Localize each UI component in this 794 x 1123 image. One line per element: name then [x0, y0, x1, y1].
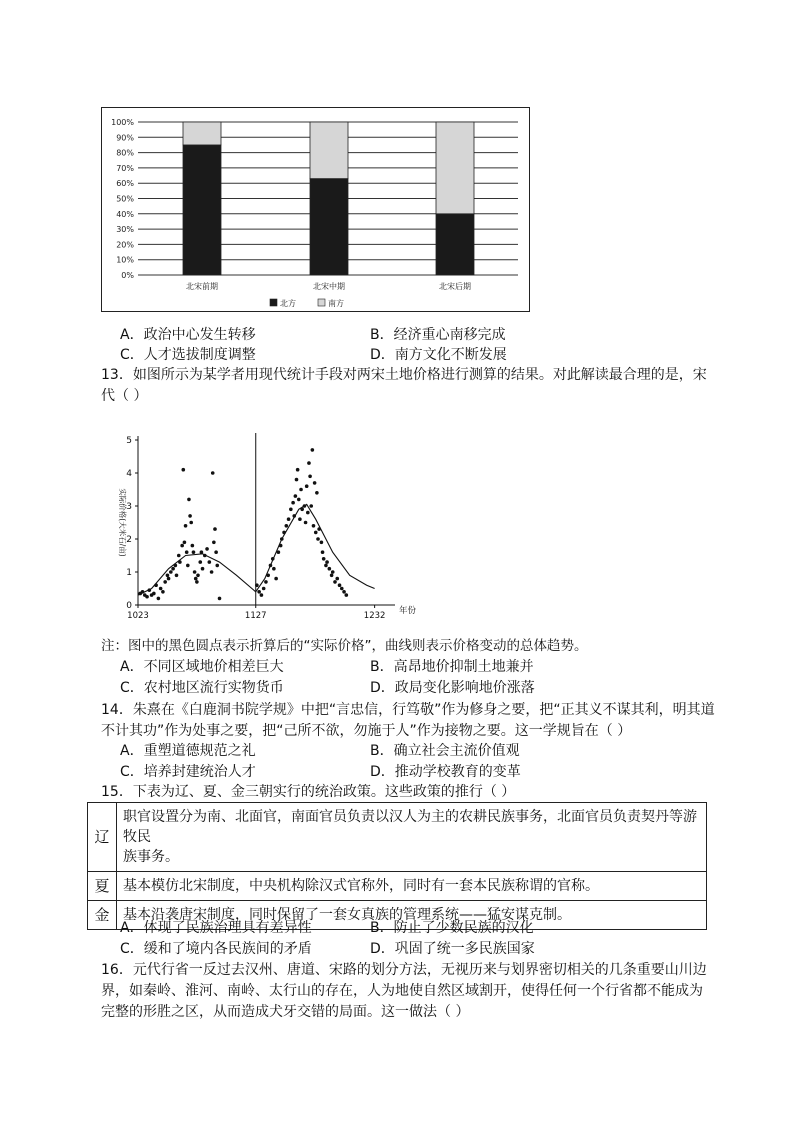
row-text-liao — [117, 803, 707, 872]
trend-line — [138, 504, 375, 595]
price-point — [195, 580, 199, 584]
price-point — [262, 587, 266, 591]
legend-label: 北方 — [280, 299, 296, 308]
price-point — [280, 537, 284, 541]
q13-option-b[interactable]: B．高昂地价抑制土地兼并 — [370, 659, 534, 675]
price-point — [191, 544, 195, 548]
policy-table — [87, 802, 707, 930]
y-tick-label: 2 — [126, 535, 132, 545]
table-row — [88, 872, 707, 901]
q12-option-a[interactable]: A．政治中心发生转移 — [120, 327, 256, 343]
row-key-liao: 辽 — [88, 803, 117, 872]
price-point — [188, 514, 192, 518]
q12-option-b[interactable]: B．经济重心南移完成 — [370, 327, 506, 343]
price-point — [161, 590, 165, 594]
price-point — [186, 564, 190, 568]
q14-option-b[interactable]: B．确立社会主流价值观 — [370, 743, 520, 759]
y-tick-label: 1 — [126, 568, 132, 578]
legend-label: 南方 — [328, 299, 344, 308]
price-point — [211, 471, 215, 475]
price-point — [214, 550, 218, 554]
table-row — [88, 803, 707, 872]
price-point — [272, 567, 276, 571]
legend-swatch — [270, 299, 277, 306]
price-point — [274, 577, 278, 581]
y-tick-label: 30% — [116, 225, 134, 235]
price-point — [285, 524, 289, 528]
price-point — [342, 590, 346, 594]
price-point — [194, 577, 198, 581]
row-text-liao-line2: 族事务。 — [123, 849, 179, 865]
row-key-xia: 夏 — [88, 872, 117, 901]
x-category-label: 北宋后期 — [439, 282, 471, 291]
x-tick-label: 1023 — [127, 611, 149, 621]
q14-option-a[interactable]: A．重塑道德规范之礼 — [120, 743, 256, 759]
price-point — [295, 478, 299, 482]
bar-north — [436, 214, 474, 275]
price-point — [260, 593, 264, 597]
price-point — [152, 592, 156, 596]
q15-option-d[interactable]: D．巩固了统一多民族国家 — [370, 941, 535, 957]
q16-stem-line3: 完整的形胜之区，从而造成犬牙交错的局面。这一做法（ ） — [101, 1004, 470, 1020]
y-tick-label: 20% — [116, 240, 134, 250]
price-point — [271, 557, 275, 561]
q12-option-c[interactable]: C．人才选拔制度调整 — [120, 347, 256, 363]
q13-option-a[interactable]: A．不同区域地价相差巨大 — [120, 659, 284, 675]
price-point — [196, 574, 200, 578]
bar-north — [183, 145, 221, 275]
y-tick-label: 5 — [126, 436, 132, 446]
price-point — [308, 475, 312, 479]
price-point — [257, 590, 261, 594]
x-axis-label: 年份 — [399, 606, 417, 616]
price-point — [167, 577, 171, 581]
price-point — [315, 491, 319, 495]
price-point — [269, 564, 273, 568]
price-point — [277, 550, 281, 554]
q12-option-d[interactable]: D．南方文化不断发展 — [370, 347, 507, 363]
price-point — [145, 595, 149, 599]
q14-option-c[interactable]: C．培养封建统治人才 — [120, 764, 256, 780]
land-price-scatter-chart — [110, 428, 430, 623]
price-point — [184, 524, 188, 528]
q16-stem-line2: 界，如秦岭、淮河、南岭、太行山的存在，人为地使自然区域割开，使得任何一个行省都不能成为 — [101, 983, 703, 999]
price-point — [198, 560, 202, 564]
bar-chart-svg — [102, 108, 529, 311]
bar-south — [183, 122, 221, 145]
price-point — [192, 550, 196, 554]
price-point — [163, 580, 167, 584]
price-point — [193, 570, 197, 574]
price-point — [177, 554, 181, 558]
price-point — [181, 468, 185, 472]
x-tick-label: 1232 — [363, 611, 386, 621]
price-point — [304, 521, 308, 525]
price-point — [297, 498, 301, 502]
row-text-xia: 基本模仿北宋制度，中央机构除汉式官称外，同时有一套本民族称谓的官称。 — [117, 872, 707, 901]
price-point — [183, 541, 187, 545]
price-point — [200, 550, 204, 554]
bar-south — [310, 122, 348, 179]
price-point — [316, 537, 320, 541]
price-point — [159, 587, 163, 591]
price-point — [314, 531, 318, 535]
price-point — [279, 544, 283, 548]
price-point — [287, 517, 291, 521]
price-point — [298, 517, 302, 521]
price-point — [178, 560, 182, 564]
price-point — [289, 508, 293, 512]
q13-option-d[interactable]: D．政局变化影响地价涨落 — [370, 680, 535, 696]
y-tick-label: 4 — [126, 469, 132, 479]
q14-stem-line2: 不计其功”作为处事之要，把“己所不欲，勿施于人”作为接物之要。这一学规旨在（ ） — [101, 723, 632, 739]
price-point — [306, 511, 310, 515]
q15-option-a[interactable]: A．体现了民族治理具有差异性 — [120, 920, 312, 936]
price-point — [324, 564, 328, 568]
price-point — [322, 557, 326, 561]
y-axis-label: 实际价格(大米石/亩) — [118, 488, 127, 557]
price-point — [185, 550, 189, 554]
y-tick-label: 60% — [116, 179, 134, 189]
price-point — [255, 583, 259, 587]
price-point — [328, 567, 332, 571]
q14-option-d[interactable]: D．推动学校教育的变革 — [370, 764, 521, 780]
scatter-chart-svg — [110, 428, 430, 623]
price-point — [345, 593, 349, 597]
price-point — [340, 587, 344, 591]
price-point — [169, 570, 173, 574]
x-category-label: 北宋中期 — [313, 282, 345, 291]
price-point — [212, 541, 216, 545]
price-point — [333, 580, 337, 584]
price-point — [203, 554, 207, 558]
price-point — [264, 580, 268, 584]
price-point — [175, 574, 179, 578]
row-key-jin: 金 — [88, 901, 117, 930]
y-tick-label: 0% — [121, 271, 134, 280]
price-point — [321, 550, 325, 554]
price-point — [171, 567, 175, 571]
price-point — [282, 531, 286, 535]
price-point — [213, 527, 217, 531]
price-point — [218, 597, 222, 601]
q15-option-b[interactable]: B．防止了少数民族的汉化 — [370, 920, 534, 936]
price-point — [303, 504, 307, 508]
q14-stem-line1: 14．朱熹在《白鹿洞书院学规》中把“言忠信，行笃敬”作为修身之要，把“正其义不谋其利，明其道 — [101, 702, 715, 718]
q13-stem-line2: 代（ ） — [101, 388, 148, 404]
q15-option-c[interactable]: C．缓和了境内各民族间的矛盾 — [120, 941, 312, 957]
q16-stem-line1: 16．元代行省一反过去汉州、唐道、宋路的划分方法，无视历来与划界密切相关的几条重要山川边 — [101, 962, 707, 978]
price-point — [309, 504, 313, 508]
price-point — [205, 547, 209, 551]
price-point — [305, 484, 309, 488]
price-point — [215, 564, 219, 568]
bar-north — [310, 179, 348, 275]
y-tick-label: 100% — [111, 118, 134, 127]
price-point — [330, 574, 334, 578]
price-point — [266, 574, 270, 578]
bar-south — [436, 122, 474, 214]
row-text-jin: 基本沿袭唐宋制度，同时保留了一套女真族的管理系统——猛安谋克制。 — [117, 901, 707, 930]
price-point — [166, 574, 170, 578]
price-point — [331, 570, 335, 574]
y-tick-label: 70% — [116, 163, 134, 173]
price-point — [312, 524, 316, 528]
price-point — [338, 583, 342, 587]
price-point — [317, 527, 321, 531]
price-point — [307, 461, 311, 465]
price-point — [335, 577, 339, 581]
price-point — [294, 494, 298, 498]
price-point — [325, 560, 329, 564]
north-south-bar-chart — [101, 107, 530, 312]
price-point — [180, 544, 184, 548]
y-tick-label: 10% — [116, 255, 134, 265]
price-point — [292, 514, 296, 518]
chart-note: 注：图中的黑色圆点表示折算后的“实际价格”，曲线则表示价格变动的总体趋势。 — [101, 638, 588, 654]
price-point — [291, 501, 295, 505]
q13-stem-line1: 13．如图所示为某学者用现代统计手段对两宋土地价格进行测算的结果。对此解读最合理的是，宋 — [101, 367, 707, 383]
price-point — [174, 564, 178, 568]
q15-stem: 15．下表为辽、夏、金三朝实行的统治政策。这些政策的推行（ ） — [101, 784, 516, 800]
price-point — [187, 498, 191, 502]
legend-swatch — [318, 299, 325, 306]
y-tick-label: 90% — [116, 133, 134, 143]
price-point — [210, 570, 214, 574]
y-tick-label: 80% — [116, 148, 134, 158]
price-point — [313, 481, 317, 485]
y-tick-label: 0 — [126, 601, 132, 611]
x-category-label: 北宋前期 — [186, 282, 218, 291]
y-tick-label: 3 — [126, 502, 132, 512]
q13-option-c[interactable]: C．农村地区流行实物货币 — [120, 680, 284, 696]
price-point — [157, 597, 161, 601]
price-point — [208, 560, 212, 564]
x-tick-label: 1127 — [244, 611, 267, 621]
y-tick-label: 50% — [116, 194, 134, 204]
price-point — [300, 508, 304, 512]
y-tick-label: 40% — [116, 209, 134, 219]
price-point — [141, 590, 145, 594]
price-point — [296, 468, 300, 472]
price-point — [201, 567, 205, 571]
price-point — [311, 448, 315, 452]
price-point — [320, 541, 324, 545]
row-text-liao-line1: 职官设置分为南、北面官，南面官员负责以汉人为主的农耕民族事务，北面官员负责契丹等游牧民 — [123, 809, 697, 845]
price-point — [189, 521, 193, 525]
price-point — [148, 588, 152, 592]
price-point — [299, 488, 303, 492]
price-point — [154, 583, 158, 587]
